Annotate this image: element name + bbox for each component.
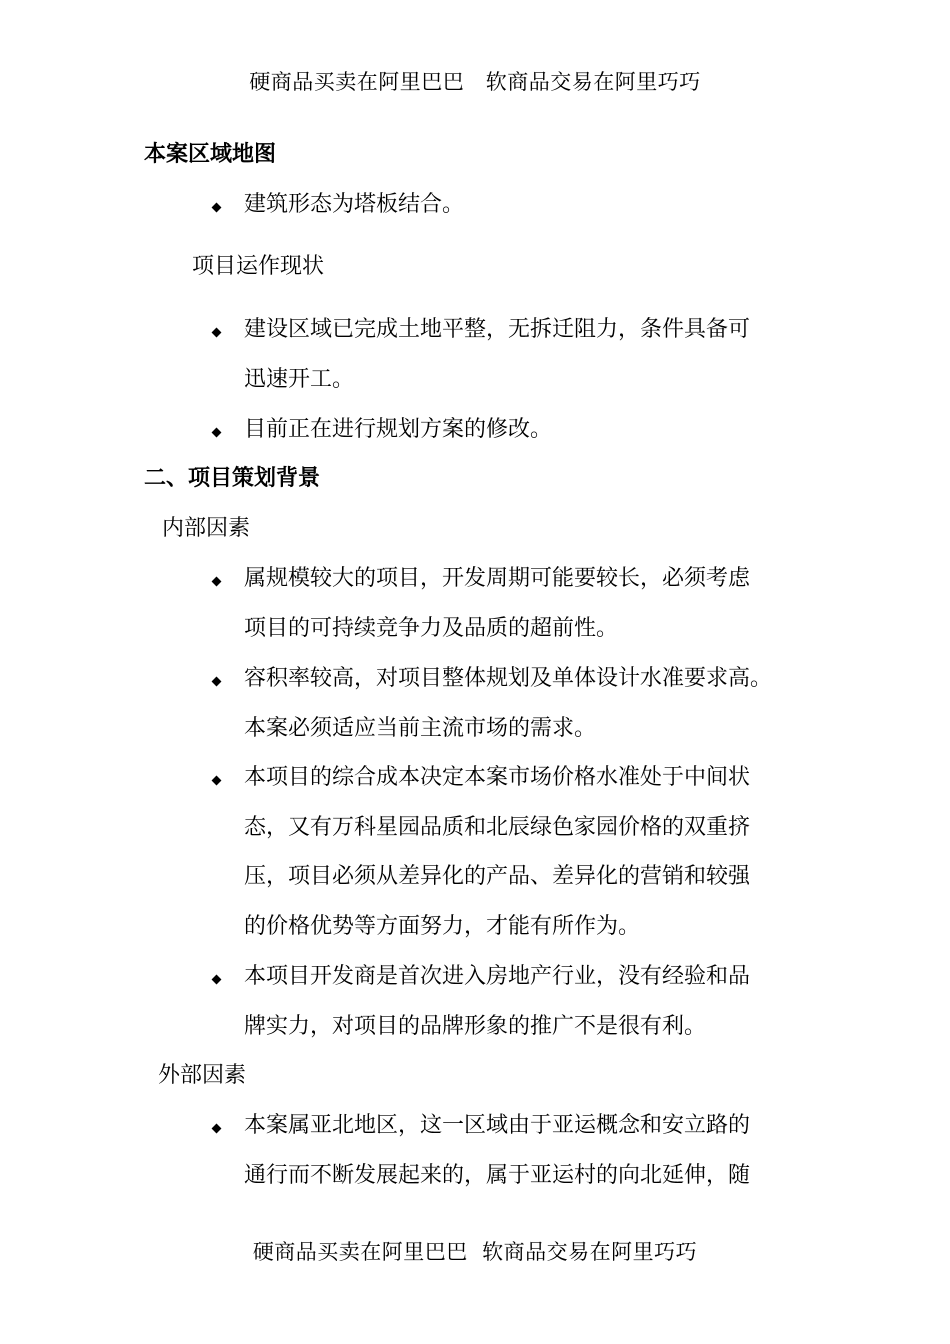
subsection-title-internal: 内部因素 <box>162 516 251 541</box>
list-item: 建筑形态为塔板结合。 <box>244 192 465 217</box>
list-item: 态，又有万科星园品质和北辰绿色家园价格的双重挤 <box>244 815 751 840</box>
list-item: 迅速开工。 <box>244 367 355 392</box>
bullet-icon <box>212 1124 222 1134</box>
list-item: 本项目的综合成本决定本案市场价格水准处于中间状 <box>244 765 751 790</box>
bullet-icon <box>212 577 222 587</box>
list-item: 属规模较大的项目，开发周期可能要较长，必须考虑 <box>244 566 751 591</box>
bullet-icon <box>212 203 222 213</box>
list-item: 本案必须适应当前主流市场的需求。 <box>244 716 597 741</box>
list-item: 本案属亚北地区，这一区域由于亚运概念和安立路的 <box>244 1113 751 1138</box>
list-item: 本项目开发商是首次进入房地产行业，没有经验和品 <box>244 964 751 989</box>
list-item: 目前正在进行规划方案的修改。 <box>244 417 553 442</box>
subsection-title-external: 外部因素 <box>158 1063 247 1088</box>
bullet-icon <box>212 328 222 338</box>
bullet-icon <box>212 975 222 985</box>
page-footer: 硬商品买卖在阿里巴巴 软商品交易在阿里巧巧 <box>252 1240 698 1264</box>
section-title-status: 项目运作现状 <box>192 254 325 279</box>
bullet-icon <box>212 677 222 687</box>
section-title-map: 本案区域地图 <box>144 142 277 167</box>
list-item: 项目的可持续竞争力及品质的超前性。 <box>244 616 619 641</box>
list-item: 压，项目必须从差异化的产品、差异化的营销和较强 <box>244 864 751 889</box>
list-item: 的价格优势等方面努力，才能有所作为。 <box>244 914 641 939</box>
page-header: 硬商品买卖在阿里巴巴 软商品交易在阿里巧巧 <box>249 70 701 94</box>
list-item: 容积率较高，对项目整体规划及单体设计水准要求高。 <box>244 666 773 691</box>
list-item: 建设区域已完成土地平整，无拆迁阻力，条件具备可 <box>244 317 751 342</box>
list-item: 牌实力，对项目的品牌形象的推广不是很有利。 <box>244 1014 707 1039</box>
bullet-icon <box>212 428 222 438</box>
list-item: 通行而不断发展起来的，属于亚运村的向北延伸，随 <box>244 1163 751 1188</box>
bullet-icon <box>212 776 222 786</box>
section-title-background: 二、项目策划背景 <box>144 466 321 491</box>
